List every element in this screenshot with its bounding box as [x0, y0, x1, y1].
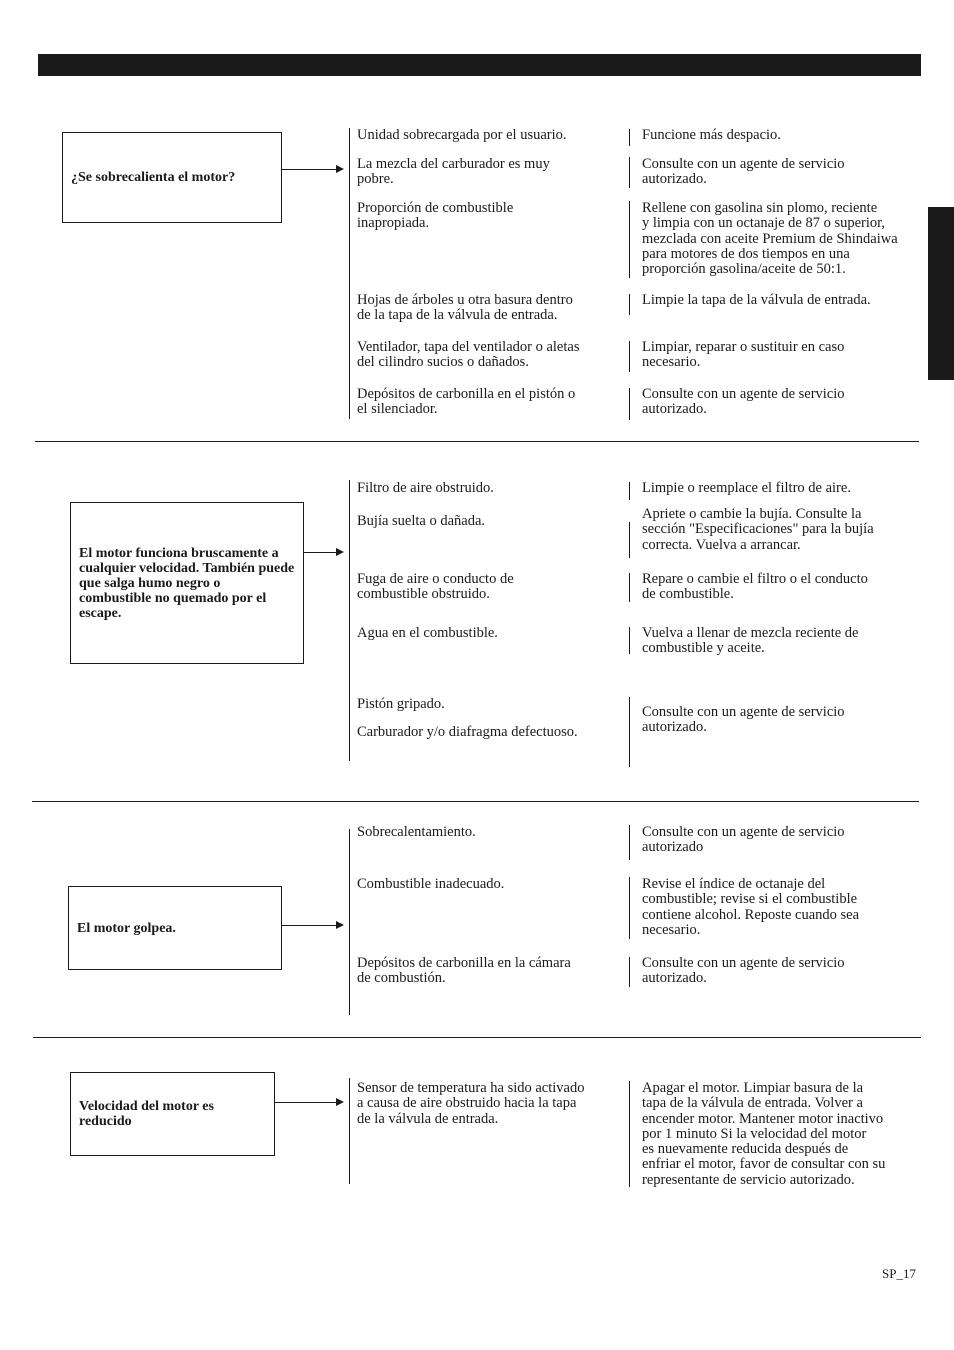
arrow-icon	[275, 1098, 344, 1107]
problem-box-reduced-speed	[70, 1072, 275, 1156]
cause-text: La mezcla del carburador es muy pobre.	[357, 156, 550, 188]
solution-text: Repare o cambie el filtro o el conducto de combustible.	[642, 571, 868, 603]
arrow-icon	[282, 165, 344, 174]
cause-text: Depósitos de carbonilla en la cámara de combustión.	[357, 955, 571, 987]
solution-text: Apagar el motor. Limpiar basura de la tapa de la válvula de entrada. Volver a encender motor. Mantener motor inactivo por 1 minuto Si la velocidad del motor es nuevamente reducida después de enfriar el motor, favor de consultar con su representante de servicio autorizado.	[642, 1080, 886, 1188]
cause-text: Proporción de combustible inapropiada.	[357, 200, 514, 232]
solution-text: Funcione más despacio.	[642, 127, 781, 143]
section-divider	[35, 441, 919, 442]
cause-bracket	[349, 128, 350, 419]
solution-text: Rellene con gasolina sin plomo, reciente y limpia con un octanaje de 87 o superior, mezclada con aceite Premium de Shindaiwa para motores de dos tiempos en una proporción gasolina/aceite de 50:1.	[642, 200, 898, 278]
section-tab	[928, 207, 954, 380]
solution-divider	[629, 482, 630, 500]
cause-text: Sensor de temperatura ha sido activado a causa de aire obstruido hacia la tapa de la válvula de entrada.	[357, 1080, 585, 1127]
cause-text: Sobrecalentamiento.	[357, 824, 476, 840]
cause-text: Carburador y/o diafragma defectuoso.	[357, 724, 578, 740]
problem-text: Velocidad del motor es reducido	[79, 1099, 214, 1129]
solution-text: Limpiar, reparar o sustituir en caso necesario.	[642, 339, 845, 371]
cause-text: Pistón gripado.	[357, 696, 445, 712]
solution-divider	[629, 341, 630, 372]
solution-divider	[629, 697, 630, 767]
cause-bracket	[349, 829, 350, 1015]
problem-box-overheating	[62, 132, 282, 223]
solution-divider	[629, 201, 630, 278]
solution-text: Limpie o reemplace el filtro de aire.	[642, 480, 851, 496]
problem-text: El motor funciona bruscamente a cualquier velocidad. También puede que salga humo negro o combustible no quemado por el escape.	[79, 545, 295, 621]
cause-text: Ventilador, tapa del ventilador o aletas del cilindro sucios o dañados.	[357, 339, 580, 371]
page-number: SP_17	[882, 1266, 916, 1281]
cause-text: Filtro de aire obstruido.	[357, 480, 494, 496]
solution-text: Consulte con un agente de servicio autorizado	[642, 824, 845, 856]
problem-box-knocking	[68, 886, 282, 970]
solution-divider	[629, 573, 630, 602]
cause-text: Bujía suelta o dañada.	[357, 513, 486, 529]
solution-text: Consulte con un agente de servicio autorizado.	[642, 156, 845, 188]
cause-text: Agua en el combustible.	[357, 625, 498, 641]
cause-bracket	[349, 480, 350, 761]
solution-divider	[629, 1081, 630, 1187]
solution-text: Revise el índice de octanaje del combustible; revise si el combustible contiene alcohol. Reposte cuando sea necesario.	[642, 876, 860, 938]
section-divider	[33, 1037, 921, 1038]
solution-text: Vuelva a llenar de mezcla reciente de combustible y aceite.	[642, 625, 859, 657]
solution-text: Consulte con un agente de servicio autorizado.	[642, 704, 845, 736]
solution-divider	[629, 522, 630, 558]
cause-text: Combustible inadecuado.	[357, 876, 505, 892]
header-bar	[38, 54, 921, 76]
cause-text: Fuga de aire o conducto de combustible obstruido.	[357, 571, 514, 603]
cause-text: Depósitos de carbonilla en el pistón o el silenciador.	[357, 386, 576, 418]
solution-divider	[629, 877, 630, 939]
solution-divider	[629, 388, 630, 420]
cause-text: Hojas de árboles u otra basura dentro de la tapa de la válvula de entrada.	[357, 292, 573, 324]
solution-text: Limpie la tapa de la válvula de entrada.	[642, 292, 871, 308]
problem-text: El motor golpea.	[77, 920, 176, 936]
solution-text: Consulte con un agente de servicio autorizado.	[642, 955, 845, 987]
arrow-icon	[304, 548, 344, 557]
solution-divider	[629, 825, 630, 860]
problem-text: ¿Se sobrecalienta el motor?	[71, 170, 236, 185]
solution-divider	[629, 957, 630, 987]
solution-divider	[629, 294, 630, 315]
solution-text: Consulte con un agente de servicio autorizado.	[642, 386, 845, 418]
section-divider	[32, 801, 919, 802]
solution-text: Apriete o cambie la bujía. Consulte la sección "Especificaciones" para la bujía correcta. Vuelva a arrancar.	[642, 506, 874, 553]
solution-divider	[629, 627, 630, 654]
solution-divider	[629, 157, 630, 188]
problem-box-rough-running	[70, 502, 304, 664]
cause-bracket	[349, 1078, 350, 1184]
cause-text: Unidad sobrecargada por el usuario.	[357, 127, 567, 143]
solution-divider	[629, 129, 630, 146]
arrow-icon	[282, 921, 344, 930]
